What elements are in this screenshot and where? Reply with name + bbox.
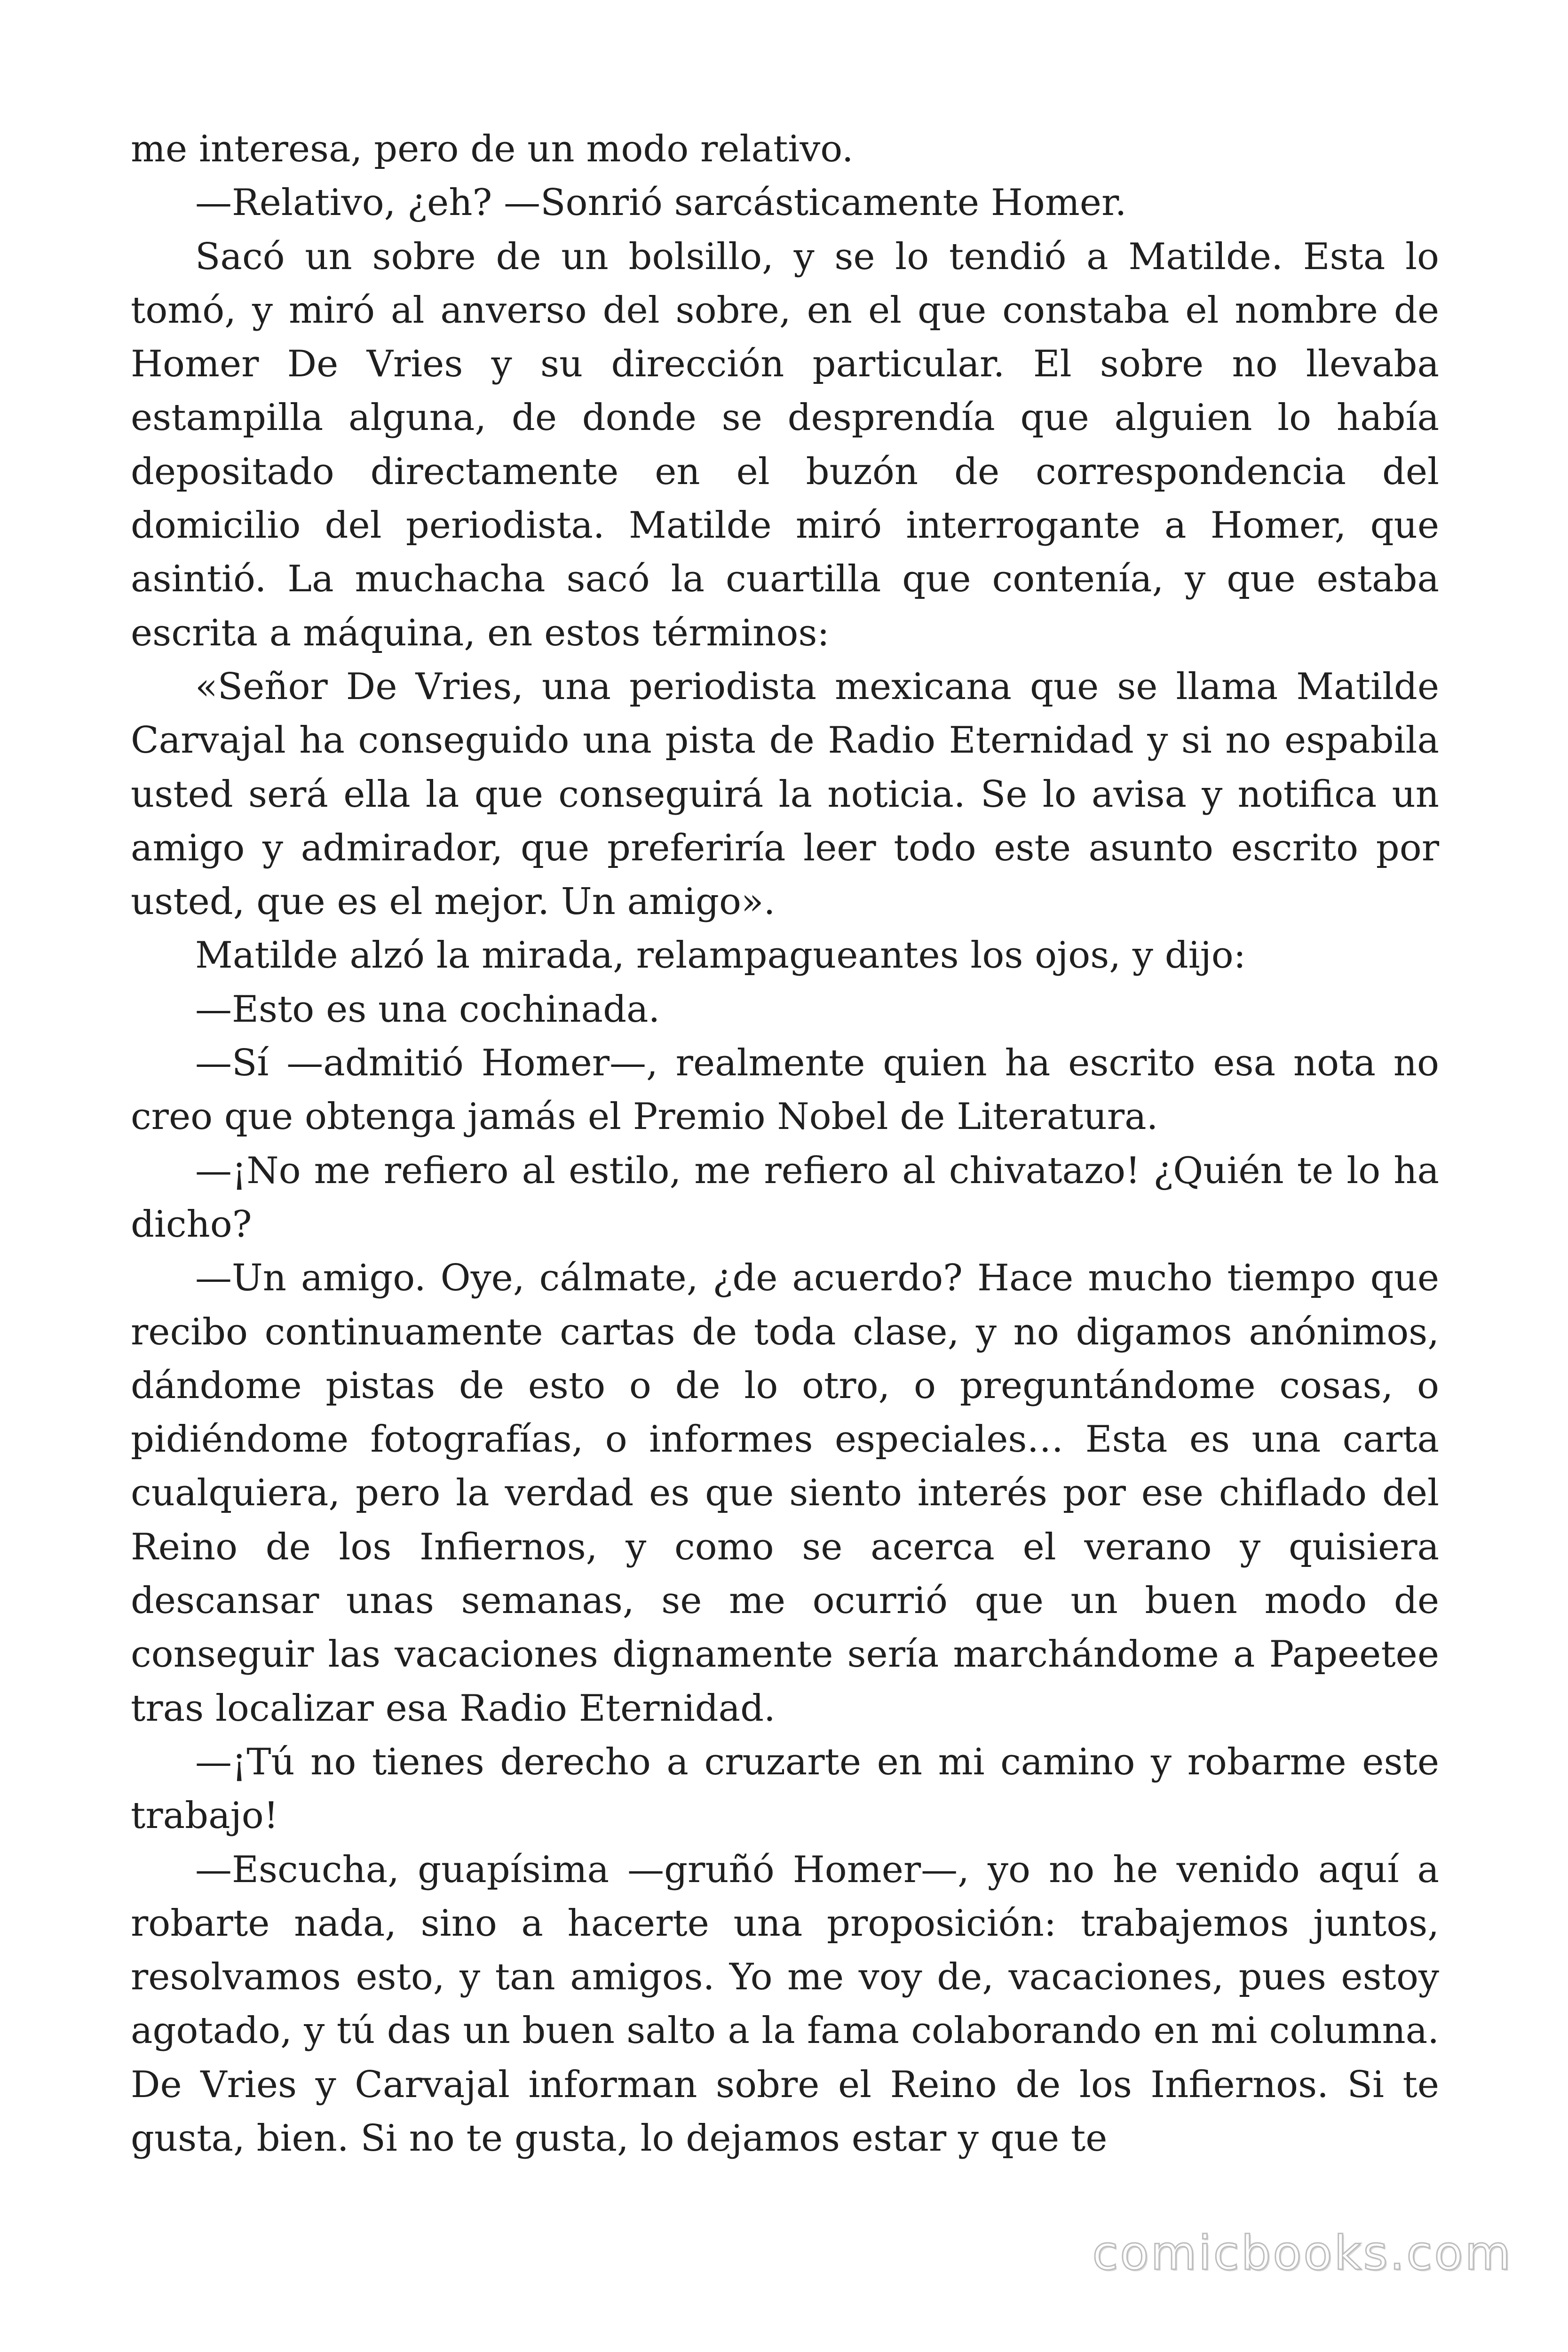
paragraph-continuation: me interesa, pero de un modo relativo. [131,128,854,170]
paragraph-matilde-looks-up: Matilde alzó la mirada, relampagueantes los ojos, y dijo: [195,934,1246,977]
paragraph-un-amigo: —Un amigo. Oye, cálmate, ¿de acuerdo? Hace mucho tiempo que recibo continuamente cartas de toda clase, y no digamos anónimos, dándome pistas de esto o de lo otro, o preguntándome cosas, o pidiéndome fotografías, o informes especiales… Esta es una carta cualquiera, pero la verdad es que siento interés por ese chiflado del Reino de los Infiernos, y como se acerca el verano y quisiera descansar unas semanas, se me ocurrió que un buen modo de conseguir las vacaciones dignamente sería marchándome a Papeetee tras localizar esa Radio Eternidad. [131,1257,1439,1730]
paragraph-derecho: —¡Tú no tienes derecho a cruzarte en mi camino y robarme este trabajo! [131,1740,1439,1837]
paragraph-premio-nobel: —Sí —admitió Homer—, realmente quien ha escrito esa nota no creo que obtenga jamás el Premio Nobel de Literatura. [131,1042,1439,1138]
body-text [131,122,1439,2165]
paragraph-envelope: Sacó un sobre de un bolsillo, y se lo tendió a Matilde. Esta lo tomó, y miró al anverso del sobre, en el que constaba el nombre de Homer De Vries y su dirección particular. El sobre no llevaba estampilla alguna, de donde se desprendía que alguien lo había depositado directamente en el buzón de correspondencia del domicilio del periodista. Matilde miró interrogante a Homer, que asintió. La muchacha sacó la cuartilla que contenía, y que estaba escrita a máquina, en estos términos: [131,235,1439,654]
paragraph-cochinada: —Esto es una cochinada. [195,988,660,1031]
paragraph-dialogue-relativo: —Relativo, ¿eh? —Sonrió sarcásticamente Homer. [195,182,1127,224]
paragraph-letter-quote: «Señor De Vries, una periodista mexicana que se llama Matilde Carvajal ha conseguido una pista de Radio Eternidad y si no espabila usted será ella la que conseguirá la noticia. Se lo avisa y notifica un amigo y admirador, que preferiría leer todo este asunto escrito por usted, que es el mejor. Un amigo». [131,665,1439,923]
paragraph-escucha: —Escucha, guapísima —gruñó Homer—, yo no he venido aquí a robarte nada, sino a hacerte una proposición: trabajemos juntos, resolvamos esto, y tan amigos. Yo me voy de, vacaciones, pues estoy agotado, y tú das un buen salto a la fama colaborando en mi columna. De Vries y Carvajal informan sobre el Reino de los Infiernos. Si te gusta, bien. Si no te gusta, lo dejamos estar y que te [131,1848,1439,2160]
watermark-logo: comicbooks.com [1092,2225,1513,2280]
paragraph-chivatazo: —¡No me refiero al estilo, me refiero al chivatazo! ¿Quién te lo ha dicho? [131,1149,1439,1246]
